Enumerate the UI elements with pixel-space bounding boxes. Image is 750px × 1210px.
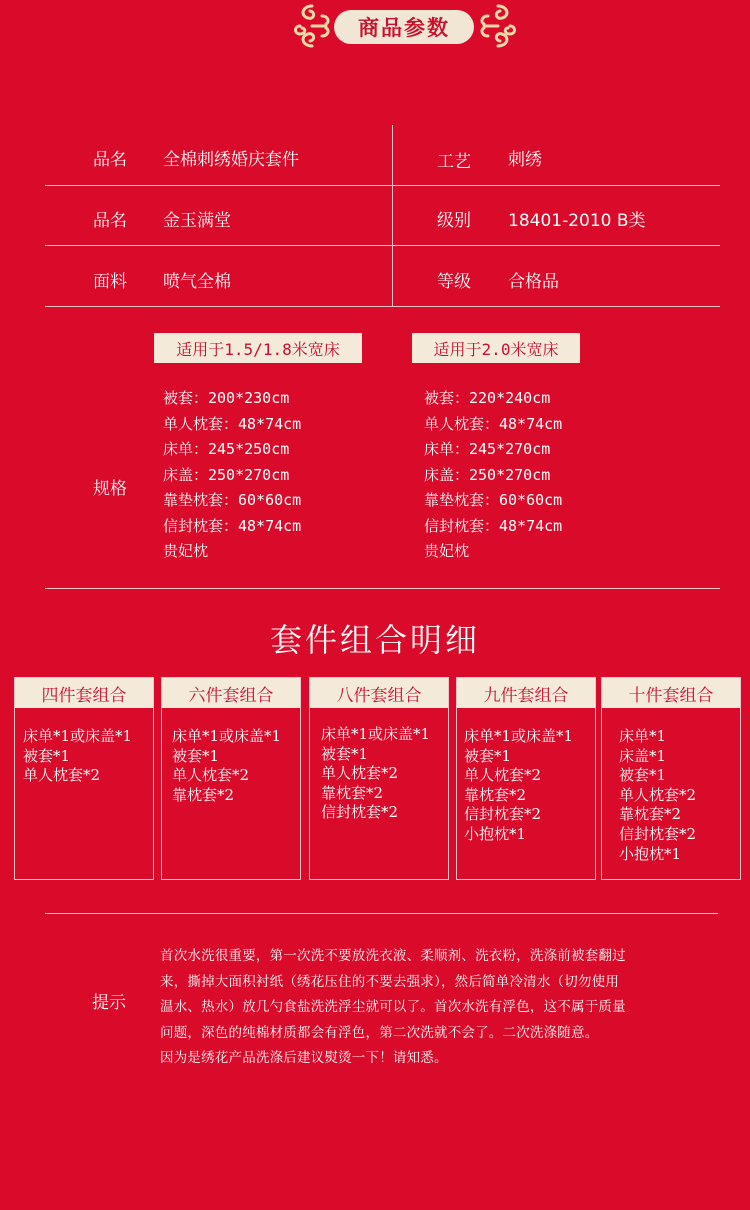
list-item: 床盖：250*270cm xyxy=(163,465,290,484)
list-item: 床单*1或床盖*1 xyxy=(464,727,574,745)
list-item: 被套*1 xyxy=(172,746,220,765)
list-item: 床单*1或床盖*1 xyxy=(23,727,133,745)
combo-items xyxy=(23,727,132,786)
list-item: 贵妃枕 xyxy=(424,542,470,560)
list-item: 床盖*1 xyxy=(619,746,667,765)
combo-items xyxy=(464,727,573,845)
combo-card xyxy=(456,677,596,880)
combo-card xyxy=(601,677,741,880)
combo-card-title: 六件套组合 xyxy=(162,678,300,708)
list-item: 靠垫枕套：60*60cm xyxy=(163,491,302,509)
param-label: 级别 xyxy=(437,211,471,231)
section-divider xyxy=(45,588,720,589)
combo-card-title: 八件套组合 xyxy=(310,678,448,708)
table-divider xyxy=(45,306,720,307)
list-item: 单人枕套：48*74cm xyxy=(424,414,563,433)
tip-line: 首次水洗很重要，第一次洗不要放洗衣液、柔顺剂、洗衣粉，洗涤前被套翻过 xyxy=(160,948,626,964)
list-item: 床单：245*270cm xyxy=(424,440,551,458)
tip-text xyxy=(160,944,710,1072)
list-item: 贵妃枕 xyxy=(163,542,209,560)
tip-line: 来，撕掉大面积衬纸（绣花压住的不要去强求），然后简单冷清水（切勿使用 xyxy=(160,973,620,990)
list-item: 靠枕套*2 xyxy=(464,785,527,804)
combo-card xyxy=(309,677,449,880)
list-item: 靠枕套*2 xyxy=(321,783,384,802)
param-value: 喷气全棉 xyxy=(163,272,231,292)
combo-items xyxy=(619,727,696,864)
list-item: 信封枕套*2 xyxy=(321,803,399,822)
list-item: 被套*1 xyxy=(321,744,369,763)
list-item: 单人枕套*2 xyxy=(321,764,399,783)
list-item: 被套*1 xyxy=(619,766,667,785)
param-value: 全棉刺绣婚庆套件 xyxy=(163,150,299,170)
tip-line: 温水、热水）放几勺食盐洗洗浮尘就可以了。首次水洗有浮色，这不属于质量 xyxy=(160,999,626,1015)
page-header xyxy=(0,0,750,60)
page-title: 商品参数 xyxy=(334,10,474,44)
param-label: 品名 xyxy=(93,150,127,170)
spec-list xyxy=(424,386,562,565)
tip-line: 因为是绣花产品洗涤后建议熨烫一下！请知悉。 xyxy=(160,1050,448,1066)
list-item: 床盖：250*270cm xyxy=(424,465,551,484)
table-divider xyxy=(45,245,720,246)
spec-list xyxy=(163,386,301,565)
section-divider xyxy=(45,913,718,914)
param-value: 刺绣 xyxy=(508,150,542,170)
table-divider xyxy=(392,125,393,306)
combo-card xyxy=(14,677,154,880)
list-item: 床单：245*250cm xyxy=(163,440,290,458)
list-item: 靠枕套*2 xyxy=(172,785,235,804)
combo-items xyxy=(321,725,430,823)
param-value: 金玉满堂 xyxy=(163,211,231,231)
combo-items xyxy=(172,727,281,805)
list-item: 信封枕套：48*74cm xyxy=(163,516,302,535)
list-item: 信封枕套：48*74cm xyxy=(424,516,563,535)
param-label: 品名 xyxy=(93,211,127,231)
list-item: 被套：220*240cm xyxy=(424,389,551,407)
list-item: 单人枕套：48*74cm xyxy=(163,414,302,433)
tip-label: 提示 xyxy=(92,993,126,1013)
list-item: 单人枕套*2 xyxy=(23,766,101,785)
list-item: 被套*1 xyxy=(23,746,71,765)
size-badge: 适用于2.0米宽床 xyxy=(412,333,580,363)
spec-label: 规格 xyxy=(93,479,127,499)
param-label: 面料 xyxy=(93,272,127,292)
param-value: 合格品 xyxy=(508,272,559,292)
list-item: 被套：200*230cm xyxy=(163,389,290,407)
table-divider xyxy=(45,185,720,186)
list-item: 床单*1或床盖*1 xyxy=(321,725,431,743)
size-badge: 适用于1.5/1.8米宽床 xyxy=(154,333,362,363)
list-item: 床单*1 xyxy=(619,727,667,745)
list-item: 单人枕套*2 xyxy=(172,766,250,785)
param-value: 18401-2010 B类 xyxy=(508,211,646,231)
cloud-ornament-icon xyxy=(478,2,518,50)
list-item: 靠枕套*2 xyxy=(619,805,682,824)
combo-card-title: 四件套组合 xyxy=(15,678,153,708)
list-item: 靠垫枕套：60*60cm xyxy=(424,491,563,509)
combo-card-title: 九件套组合 xyxy=(457,678,595,708)
combo-section-title: 套件组合明细 xyxy=(269,621,480,659)
list-item: 小抱枕*1 xyxy=(619,844,682,863)
list-item: 信封枕套*2 xyxy=(619,824,697,843)
combo-card-title: 十件套组合 xyxy=(602,678,740,708)
combo-card xyxy=(161,677,301,880)
tip-line: 问题，深色的纯棉材质都会有浮色，第二次洗就不会了。二次洗涤随意。 xyxy=(160,1024,599,1041)
list-item: 床单*1或床盖*1 xyxy=(172,727,282,745)
list-item: 小抱枕*1 xyxy=(464,824,527,843)
list-item: 单人枕套*2 xyxy=(464,766,542,785)
param-label: 工艺 xyxy=(437,152,471,172)
list-item: 被套*1 xyxy=(464,746,512,765)
cloud-ornament-icon xyxy=(292,2,332,50)
param-label: 等级 xyxy=(437,272,471,292)
list-item: 信封枕套*2 xyxy=(464,805,542,824)
list-item: 单人枕套*2 xyxy=(619,785,697,804)
